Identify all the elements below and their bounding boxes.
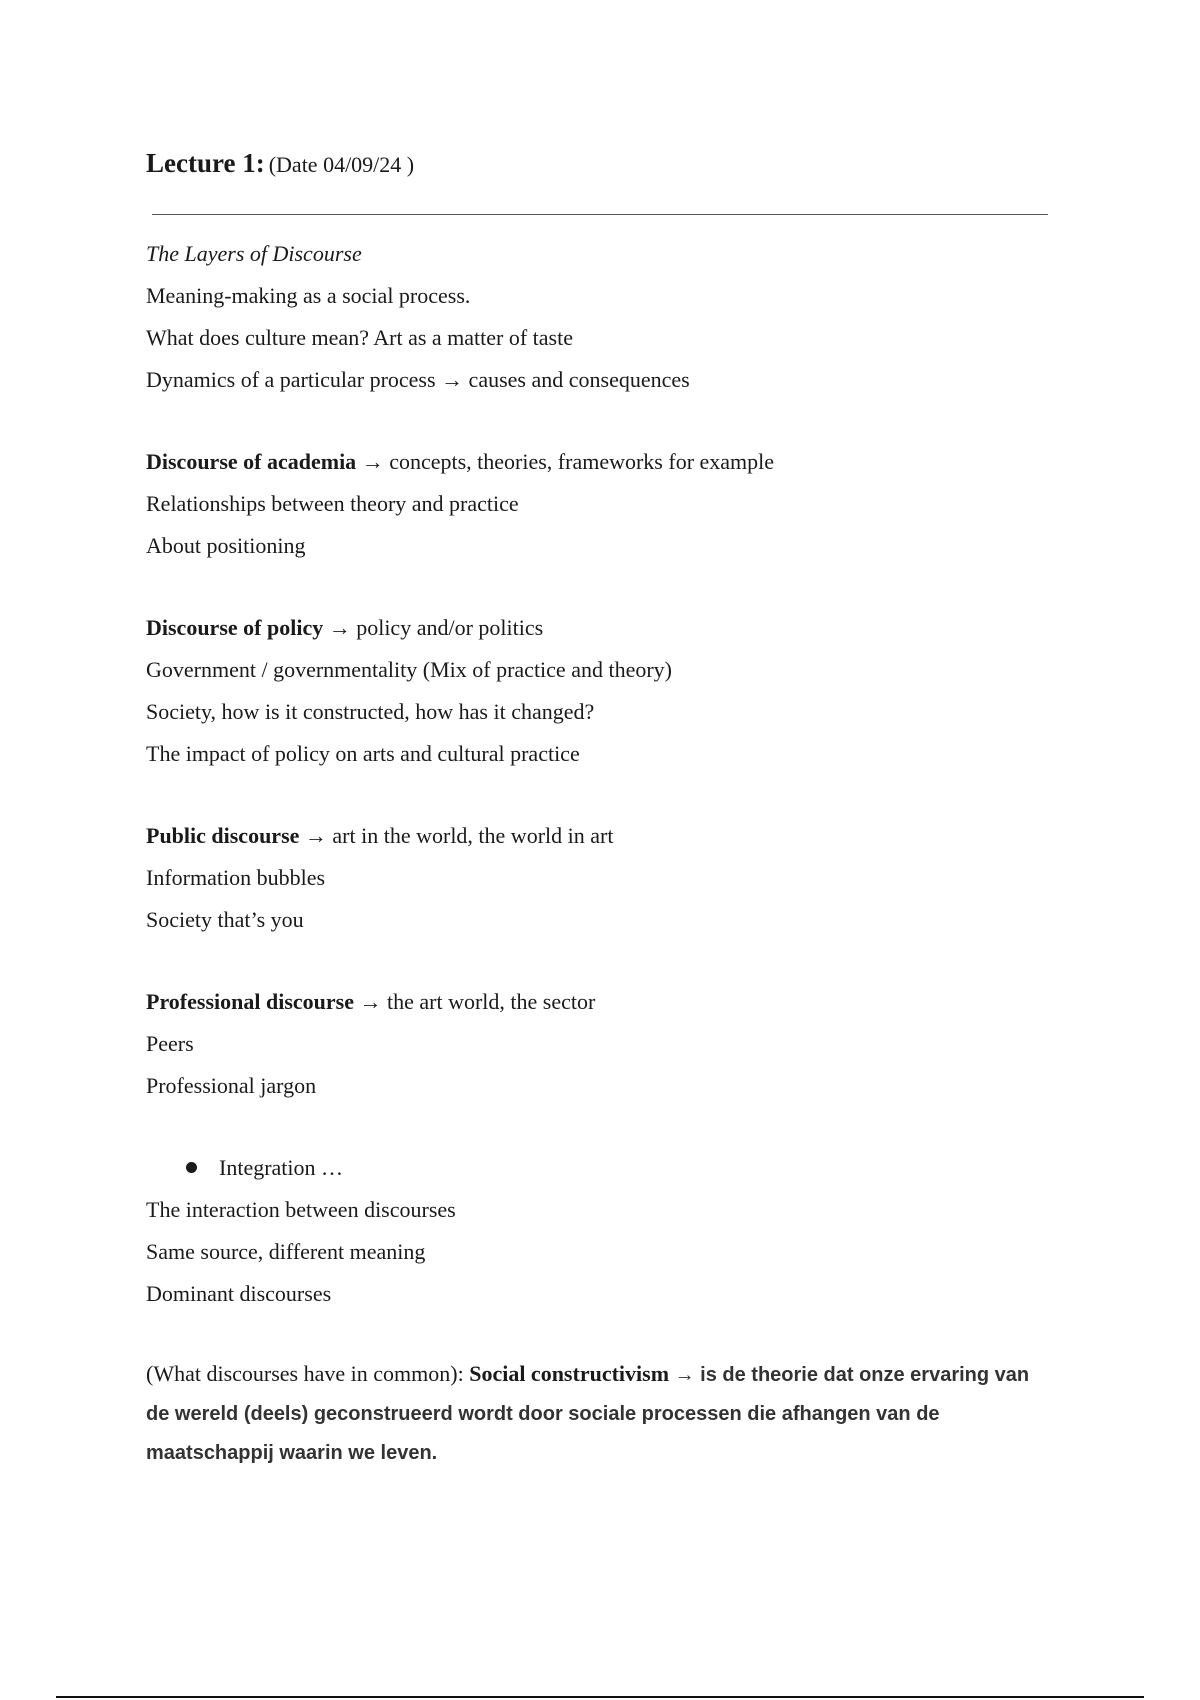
integration-line: Dominant discourses [146,1281,332,1306]
integration-bullet-text: Integration … [219,1155,344,1180]
policy-line: Society, how is it constructed, how has it changed? [146,699,595,724]
integration-line: The interaction between discourses [146,1197,456,1222]
academia-term: Discourse of academia [146,449,357,474]
professional-heading-line [146,981,1051,1023]
spacer [146,941,1051,981]
public-heading-line [146,815,1051,857]
lecture-heading [146,140,1051,186]
document-page [146,140,1051,1472]
spacer [146,401,1051,441]
academia-line: About positioning [146,533,306,558]
intro-line: What does culture mean? Art as a matter of taste [146,325,573,350]
integration-bullet-item [146,1147,1051,1189]
common-definition: → is de theorie dat onze ervaring van de wereld (deels) geconstrueerd wordt door sociale processen die afhangen van de maatschappij waarin we leven. [146,1364,1030,1464]
professional-term: Professional discourse [146,989,354,1014]
public-line: Information bubbles [146,865,326,890]
spacer [146,775,1051,815]
academia-definition: → concepts, theories, frameworks for example [356,449,775,474]
common-prefix: (What discourses have in common): [146,1361,470,1386]
public-line: Society that’s you [146,907,304,932]
section-subtitle: The Layers of Discourse [146,241,362,266]
page-bottom-rule [56,1696,1144,1698]
lecture-date: (Date 04/09/24 ) [268,152,415,177]
policy-heading-line [146,607,1051,649]
academia-heading-line [146,441,1051,483]
spacer [146,567,1051,607]
public-term: Public discourse [146,823,300,848]
policy-line: The impact of policy on arts and cultural practice [146,741,580,766]
professional-line: Peers [146,1031,194,1056]
professional-line: Professional jargon [146,1073,317,1098]
public-definition: → art in the world, the world in art [299,823,614,848]
integration-line: Same source, different meaning [146,1239,426,1264]
common-term: Social constructivism [469,1361,670,1386]
spacer [146,1315,1051,1355]
intro-line: Dynamics of a particular process → causes and consequences [146,367,690,392]
lecture-title: Lecture 1: [146,148,265,178]
spacer [146,1107,1051,1147]
bullet-icon [186,1162,197,1173]
policy-definition: → policy and/or politics [323,615,544,640]
intro-line: Meaning-making as a social process. [146,283,471,308]
heading-divider [152,214,1048,215]
academia-line: Relationships between theory and practice [146,491,519,516]
common-paragraph [146,1355,1051,1472]
policy-line: Government / governmentality (Mix of practice and theory) [146,657,672,682]
policy-term: Discourse of policy [146,615,324,640]
professional-definition: → the art world, the sector [353,989,596,1014]
